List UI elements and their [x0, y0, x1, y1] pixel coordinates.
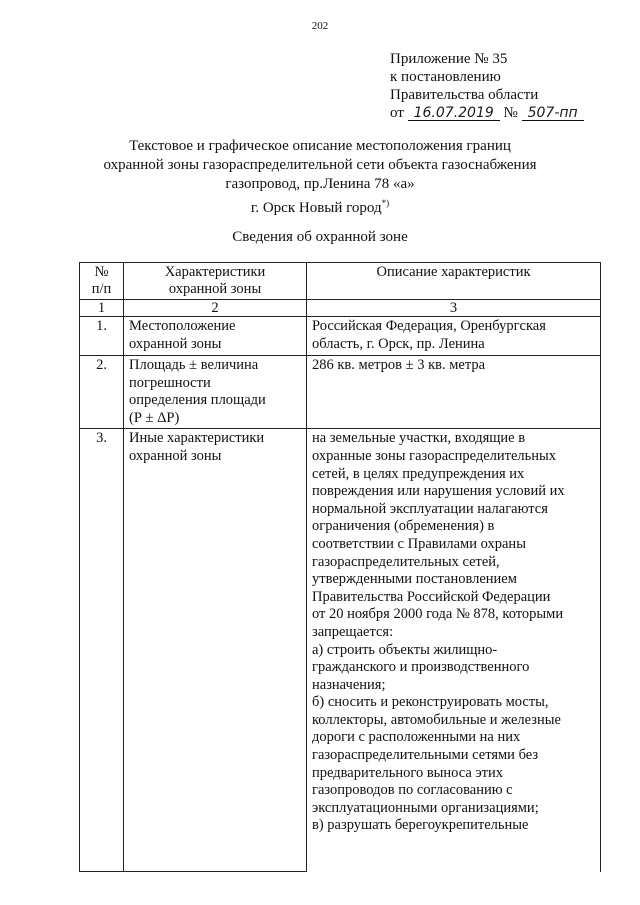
row-desc-line: дороги с расположенными на них [312, 729, 521, 746]
footnote-mark: *) [381, 198, 390, 208]
row-desc-line: газораспределительных сетей, [312, 553, 500, 570]
header-row [80, 263, 601, 300]
row-name-line: (Р ± ΔР) [129, 409, 180, 426]
header-num-line: п/п [91, 281, 112, 297]
row-desc-line: в) разрушать берегоукрепительные [312, 817, 529, 834]
row-description [307, 429, 601, 872]
row-desc-line: соответствии с Правилами охраны [312, 535, 526, 552]
row-desc-line: б) сносить и реконструировать мосты, [312, 694, 549, 711]
row-desc-line: повреждения или нарушения условий их [312, 483, 565, 500]
appendix-line-3: Правительства области [390, 87, 539, 103]
row-desc-line: нормальной эксплуатации налагаются [312, 500, 548, 517]
appendix-block [390, 50, 584, 122]
row-name-line: погрешности [129, 374, 211, 391]
title-line-4 [0, 194, 640, 218]
row-name-line: Площадь ± величина [129, 357, 259, 373]
row-number: 1. [80, 317, 124, 356]
appendix-line-2: к постановлению [390, 69, 501, 85]
row-desc-line: назначения; [312, 676, 386, 693]
row-name-line: охранной зоны [129, 447, 222, 464]
row-number: 3. [80, 429, 124, 872]
row-desc-line: сетей, в целях предупреждения их [312, 465, 525, 482]
title-city: г. Орск Новый город [250, 200, 382, 216]
index-cell: 3 [307, 300, 601, 317]
header-num [80, 263, 124, 300]
row-name-line: охранной зоны [129, 335, 222, 352]
row-desc-line: Российская Федерация, Оренбургская [312, 318, 546, 334]
row-number: 2. [80, 356, 124, 429]
index-cell: 2 [124, 300, 307, 317]
row-name [124, 356, 307, 429]
page-number: 202 [311, 20, 329, 32]
title-line-1: Текстовое и графическое описание местоположения границ [129, 138, 511, 154]
table-row [80, 429, 601, 872]
row-name-line: Местоположение [129, 318, 236, 334]
row-name [124, 317, 307, 356]
row-desc-line: Правительства Российской Федерации [312, 588, 551, 605]
row-desc-line: запрещается: [312, 623, 394, 640]
table-row [80, 356, 601, 429]
row-desc-line: область, г. Орск, пр. Ленина [312, 335, 485, 352]
header-description: Описание характеристик [307, 263, 601, 300]
row-desc-line: охранные зоны газораспределительных [312, 447, 557, 464]
row-desc-line: гражданского и производственного [312, 659, 530, 676]
row-description [307, 356, 601, 429]
row-description [307, 317, 601, 356]
appendix-line-1: Приложение № 35 [390, 51, 508, 67]
header-characteristic-line: охранной зоны [168, 281, 262, 297]
appendix-date-line [390, 104, 584, 122]
row-desc-line: предварительного выноса этих [312, 764, 504, 781]
row-desc-line: на земельные участки, входящие в [312, 430, 526, 447]
index-cell: 1 [80, 300, 124, 317]
handwritten-number: 507-пп [522, 106, 584, 121]
header-num-line: № [94, 264, 109, 280]
document-title [0, 137, 640, 218]
row-name-line: определения площади [129, 392, 266, 409]
from-label: от [390, 105, 404, 121]
title-line-3: газопровод, пр.Ленина 78 «а» [225, 176, 415, 192]
row-desc-line: от 20 ноября 2000 года № 878, которыми [312, 606, 564, 623]
row-desc-line: газопроводов по согласованию с [312, 782, 513, 799]
row-desc-line: а) строить объекты жилищно- [312, 641, 498, 658]
table-row [80, 317, 601, 356]
number-label: № [503, 105, 518, 121]
handwritten-date: 16.07.2019 [408, 106, 500, 121]
header-characteristic-line: Характеристики [164, 264, 266, 280]
section-subtitle: Сведения об охранной зоне [232, 229, 408, 245]
row-name-line: Иные характеристики [129, 430, 265, 447]
row-desc-line: ограничения (обременения) в [312, 518, 495, 535]
row-desc-line: коллекторы, автомобильные и железные [312, 711, 561, 728]
index-row [80, 300, 601, 317]
row-name [124, 429, 307, 872]
row-desc-line: утвержденными постановлением [312, 571, 517, 588]
header-characteristic [124, 263, 307, 300]
row-desc-line: 286 кв. метров ± 3 кв. метра [312, 357, 486, 373]
row-desc-line: эксплуатационными организациями; [312, 799, 539, 816]
row-desc-line: газораспределительными сетями без [312, 747, 539, 764]
protection-zone-table [79, 262, 601, 872]
title-line-2: охранной зоны газораспределительной сети объекта газоснабжения [103, 157, 537, 173]
